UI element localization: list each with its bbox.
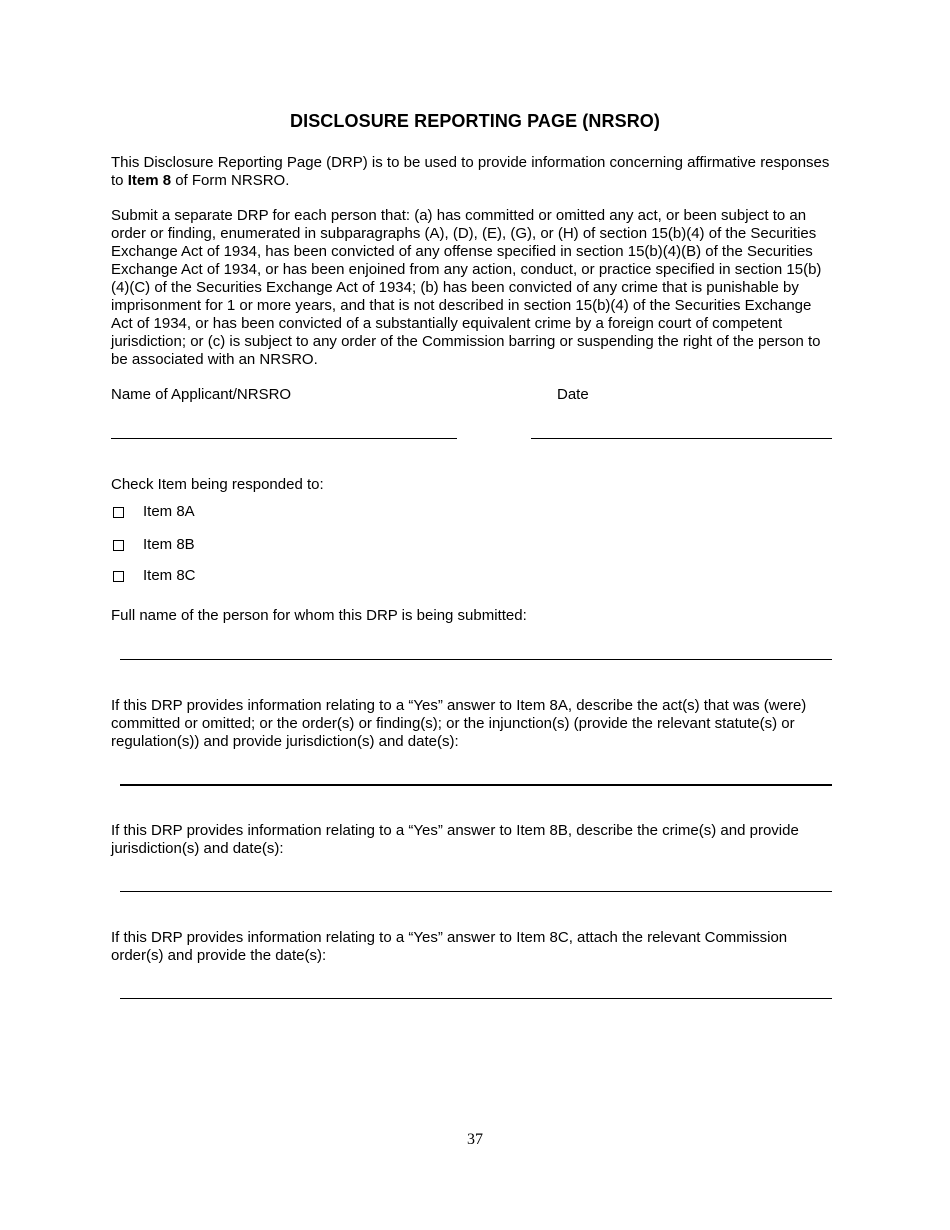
item-8b-label: Item 8B [143,536,195,553]
intro-text-end: of Form NRSRO. [171,172,290,189]
checkbox-row-item-8a [113,503,195,521]
page-number: 37 [467,1131,483,1148]
item-8b-checkbox[interactable] [113,540,124,551]
date-field[interactable] [531,438,832,439]
full-name-field[interactable] [120,659,832,660]
item-8a-answer-field[interactable] [120,784,832,786]
page-title: DISCLOSURE REPORTING PAGE (NRSRO) [290,111,660,131]
item-8a-question: If this DRP provides information relating to a “Yes” answer to Item 8A, describe the act(s) that was (were) committed or omitted; or the order(s) or finding(s); or the injunction(s) (provide the relevant statute(s) or regulation(s)) and provide jurisdiction(s) and date(s): [111,697,807,750]
item-8c-answer-field[interactable] [120,998,832,999]
intro-paragraph [111,154,836,190]
applicant-name-label: Name of Applicant/NRSRO [111,386,292,403]
item-8c-label: Item 8C [143,567,196,584]
item-8b-answer-field[interactable] [120,891,832,892]
full-name-label: Full name of the person for whom this DRP is being submitted: [111,607,527,624]
instructions-paragraph: Submit a separate DRP for each person that: (a) has committed or omitted any act, or been subject to an order or finding, enumerated in subparagraphs (A), (D), (E), (G), or (H) of section 15(b)(4) of the Securities Exchange Act of 1934, has been convicted of any offense specified in section 15(b)(4)(B) of the Securities Exchange Act of 1934, or has been enjoined from any action, conduct, or practice specified in section 15(b)(4)(C) of the Securities Exchange Act of 1934; (b) has been convicted of any crime that is punishable by imprisonment for 1 or more years, and that is not described in section 15(b)(4) of the Securities Exchange Act of 1934, or has been convicted of a substantially equivalent crime by a foreign court of competent jurisdiction; or (c) is subject to any order of the Commission barring or suspending the right of the person to be associated with an NRSRO. [111,207,822,368]
intro-text-start: This Disclosure Reporting Page (DRP) is to be used to provide information concerning affirmative responses to [111,154,830,189]
checkbox-row-item-8c [113,567,196,585]
checkbox-row-item-8b [113,536,195,554]
item-8a-label: Item 8A [143,503,195,520]
item-8c-checkbox[interactable] [113,571,124,582]
date-label: Date [557,386,589,403]
check-item-label: Check Item being responded to: [111,476,324,493]
item-8b-question: If this DRP provides information relating to a “Yes” answer to Item 8B, describe the crime(s) and provide jurisdiction(s) and date(s): [111,822,799,857]
applicant-name-field[interactable] [111,438,457,439]
item-8c-question: If this DRP provides information relating to a “Yes” answer to Item 8C, attach the relevant Commission order(s) and provide the date(s): [111,929,788,964]
item-8a-checkbox[interactable] [113,507,124,518]
intro-item-reference: Item 8 [127,172,172,189]
